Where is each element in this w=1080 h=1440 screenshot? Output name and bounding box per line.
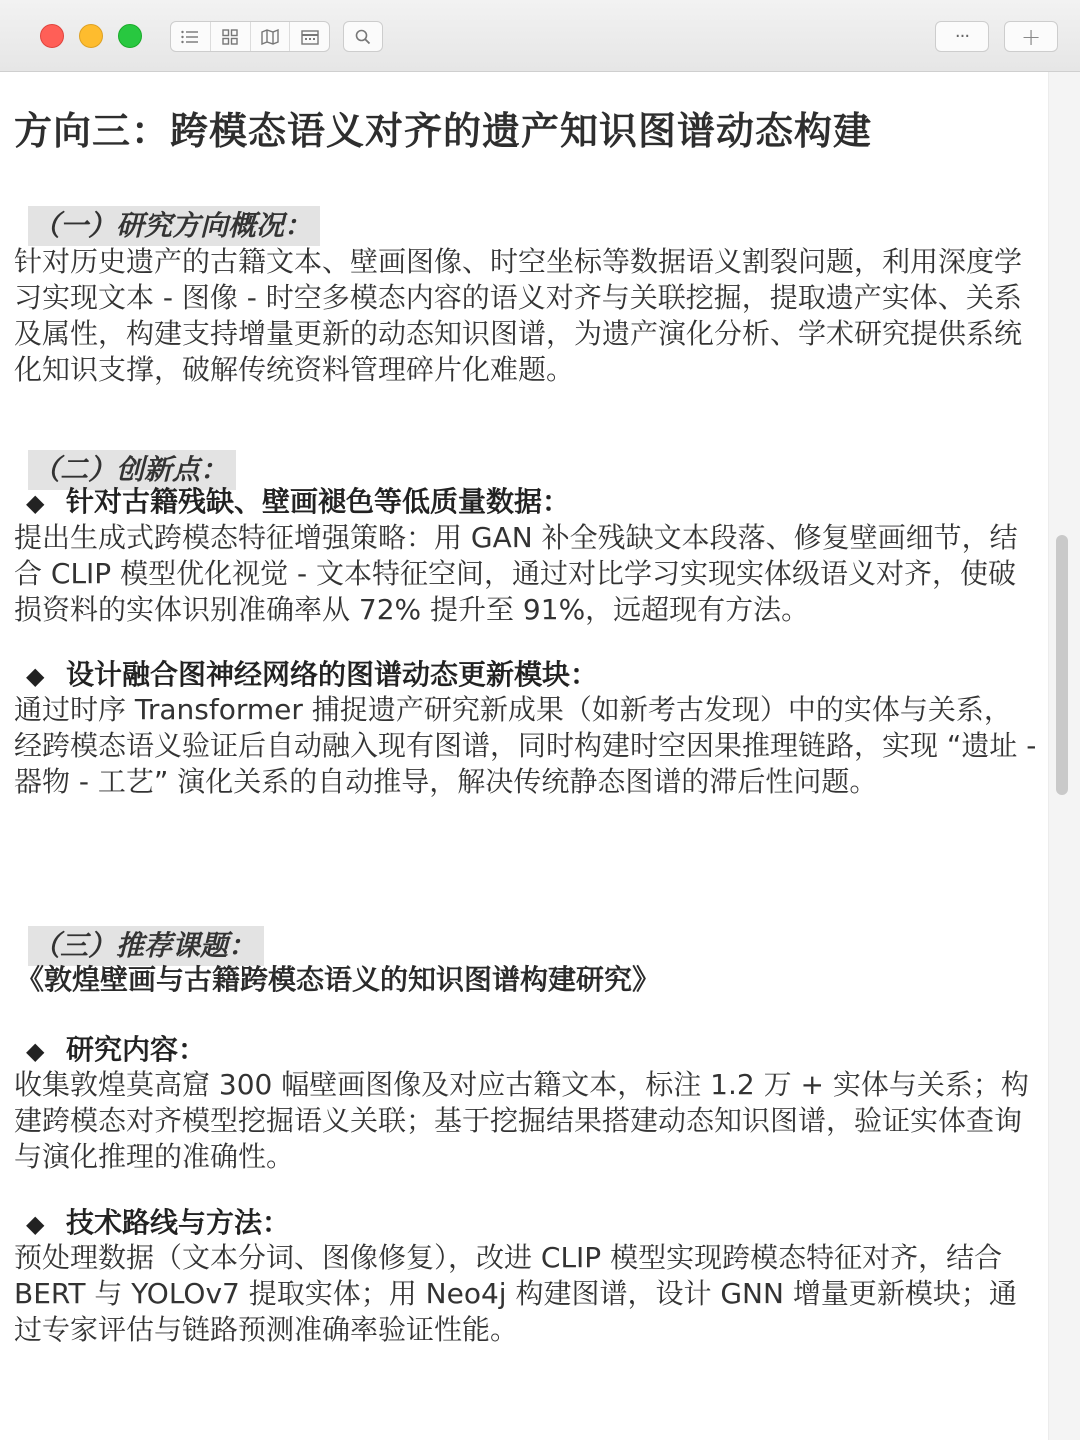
research-content-paragraph: 收集敦煌莫高窟 300 幅壁画图像及对应古籍文本，标注 1.2 万 + 实体与关系；构建跨模态对齐模型挖掘语义关联；基于挖掘结果搭建动态知识图谱，验证实体查询与演化推理的准确性。 xyxy=(14,1068,1029,1173)
list-view-button[interactable] xyxy=(171,22,211,51)
calendar-view-button[interactable] xyxy=(290,22,329,51)
bullet-title: 设计融合图神经网络的图谱动态更新模块： xyxy=(66,658,599,691)
technical-route-paragraph: 预处理数据（文本分词、图像修复），改进 CLIP 模型实现跨模态特征对齐，结合 BERT 与 YOLOv7 提取实体；用 Neo4j 构建图谱，设计 GNN 增量更新模块；通过专家评估与链路预测准确率验证性能。 xyxy=(14,1241,1017,1346)
recommended-topic-title: 《敦煌壁画与古籍跨模态语义的知识图谱构建研究》 xyxy=(16,963,661,996)
innovation-1-paragraph: 提出生成式跨模态特征增强策略：用 GAN 补全残缺文本段落、修复壁画细节，结合 CLIP 模型优化视觉 - 文本特征空间，通过对比学习实现实体级语义对齐，使破损资料的实体识别准确率从 72% 提升至 91%，远超现有方法。 xyxy=(14,521,1018,626)
diamond-bullet-icon: ◆ xyxy=(26,1037,45,1065)
diamond-bullet-icon: ◆ xyxy=(26,662,45,690)
view-mode-segmented-control xyxy=(170,21,330,52)
bullet-title: 技术路线与方法： xyxy=(66,1206,291,1239)
section-heading-recommended-topic: （三）推荐课题： xyxy=(28,926,264,966)
document-body[interactable] xyxy=(0,72,1048,1440)
innovation-2-paragraph: 通过时序 Transformer 捕捉遗产研究新成果（如新考古发现）中的实体与关系，经跨模态语义验证后自动融入现有图谱，同时构建时空因果推理链路，实现 “遗址 - 器物 - 工艺” 演化关系的自动推导，解决传统静态图谱的滞后性问题。 xyxy=(14,693,1037,798)
list-icon xyxy=(181,30,199,44)
minimize-window-button[interactable] xyxy=(79,24,103,48)
search-icon xyxy=(355,29,371,45)
map-icon xyxy=(261,29,279,45)
bullet-title: 研究内容： xyxy=(66,1033,207,1066)
innovation-bullet-2 xyxy=(26,657,598,694)
page-title: 方向三：跨模态语义对齐的遗产知识图谱动态构建 xyxy=(14,109,873,153)
topic-bullet-technical-route xyxy=(26,1205,290,1242)
more-button[interactable] xyxy=(935,21,989,52)
overview-paragraph: 针对历史遗产的古籍文本、壁画图像、时空坐标等数据语义割裂问题，利用深度学习实现文本 - 图像 - 时空多模态内容的语义对齐与关联挖掘，提取遗产实体、关系及属性，构建支持增量更新的动态知识图谱，为遗产演化分析、学术研究提供系统化知识支撑，破解传统资料管理碎片化难题。 xyxy=(14,245,1023,386)
add-button[interactable] xyxy=(1004,21,1058,52)
diamond-bullet-icon: ◆ xyxy=(26,489,45,517)
calendar-icon xyxy=(301,29,319,45)
scrollbar-thumb[interactable] xyxy=(1056,535,1068,795)
grid-view-button[interactable] xyxy=(211,22,251,51)
innovation-bullet-1 xyxy=(26,484,570,521)
more-icon: ··· xyxy=(954,26,970,47)
section-heading-innovations: （二）创新点： xyxy=(28,450,236,490)
close-window-button[interactable] xyxy=(40,24,64,48)
map-view-button[interactable] xyxy=(251,22,291,51)
zoom-window-button[interactable] xyxy=(118,24,142,48)
window-toolbar xyxy=(0,0,1080,72)
plus-icon: + xyxy=(1020,22,1042,51)
grid-icon xyxy=(222,29,238,45)
search-button[interactable] xyxy=(343,21,383,52)
diamond-bullet-icon: ◆ xyxy=(26,1210,45,1238)
section-heading-overview: （一）研究方向概况： xyxy=(28,206,320,246)
bullet-title: 针对古籍残缺、壁画褪色等低质量数据： xyxy=(66,485,571,518)
topic-bullet-research-content xyxy=(26,1032,206,1069)
